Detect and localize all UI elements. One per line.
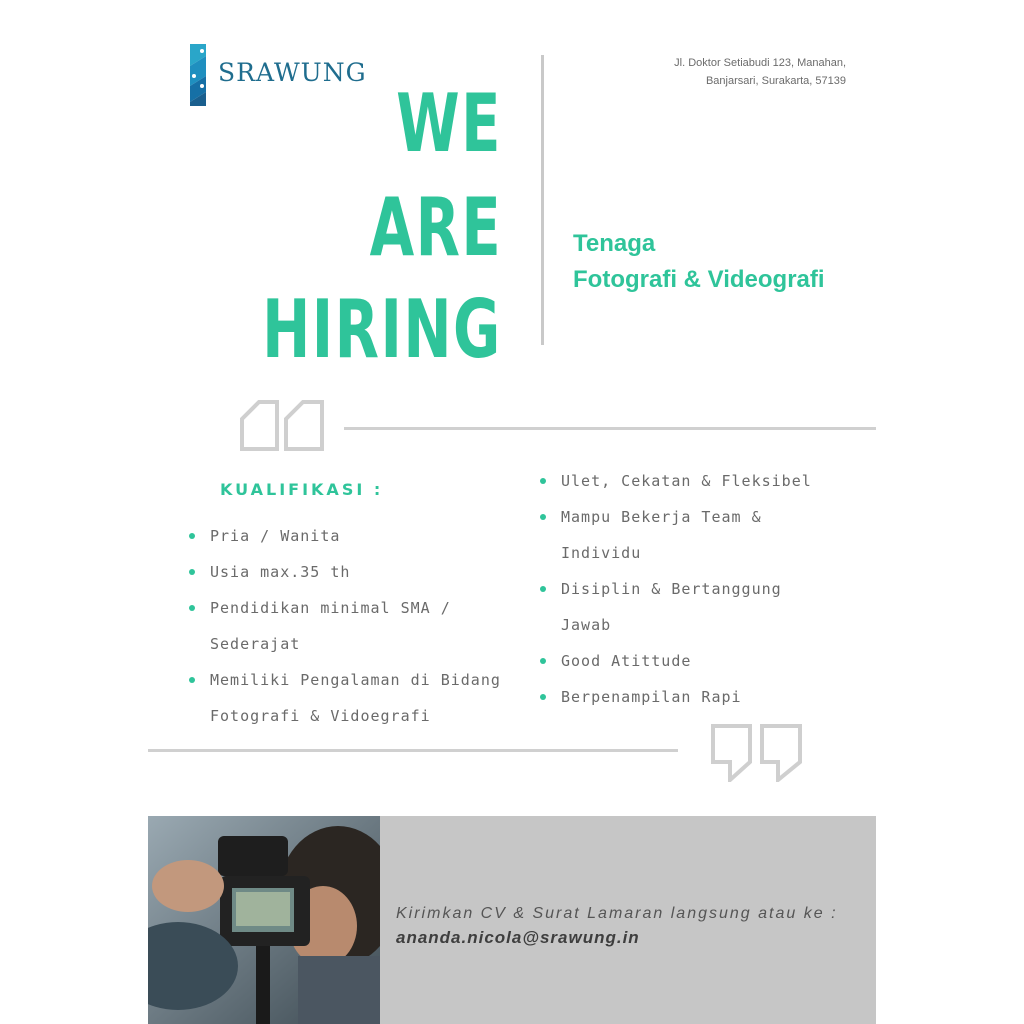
address-line-1: Jl. Doktor Setiabudi 123, Manahan, <box>674 57 846 69</box>
qualifications-list-left <box>188 518 518 734</box>
bottom-rule <box>148 749 678 752</box>
vertical-divider <box>541 55 544 345</box>
top-rule <box>344 427 876 430</box>
list-item: Pria / Wanita <box>188 518 518 554</box>
quote-close-icon <box>710 724 804 782</box>
company-address <box>600 54 846 90</box>
photographer-photo <box>148 816 380 1024</box>
contact-email[interactable]: ananda.nicola@srawung.in <box>396 928 640 947</box>
address-line-2: Banjarsari, Surakarta, 57139 <box>705 75 846 87</box>
qualifications-title: KUALIFIKASI : <box>220 480 384 499</box>
contact-text <box>396 902 864 951</box>
position-line-2: Fotografi & Videografi <box>573 266 825 293</box>
list-item: Ulet, Cekatan & Fleksibel <box>539 463 839 499</box>
list-item: Berpenampilan Rapi <box>539 679 839 715</box>
headline-line-2: ARE <box>369 181 502 274</box>
list-item: Disiplin & Bertanggung Jawab <box>539 571 839 643</box>
headline-line-1: WE <box>396 77 502 170</box>
quote-open-icon <box>239 399 325 451</box>
qualifications-list-right <box>539 463 839 715</box>
list-item: Memiliki Pengalaman di Bidang Fotografi & Vidoegrafi <box>188 662 518 734</box>
position-line-1: Tenaga <box>573 230 656 257</box>
brand-name: SRAWUNG <box>218 58 367 87</box>
list-item: Pendidikan minimal SMA / Sederajat <box>188 590 518 662</box>
contact-instruction: Kirimkan CV & Surat Lamaran langsung atau ke : <box>396 905 838 922</box>
list-item: Good Atittude <box>539 643 839 679</box>
list-item: Usia max.35 th <box>188 554 518 590</box>
srawung-logo-icon <box>186 42 210 108</box>
list-item: Mampu Bekerja Team & Individu <box>539 499 839 571</box>
position-title <box>573 226 825 298</box>
headline-line-3: HIRING <box>262 283 502 376</box>
